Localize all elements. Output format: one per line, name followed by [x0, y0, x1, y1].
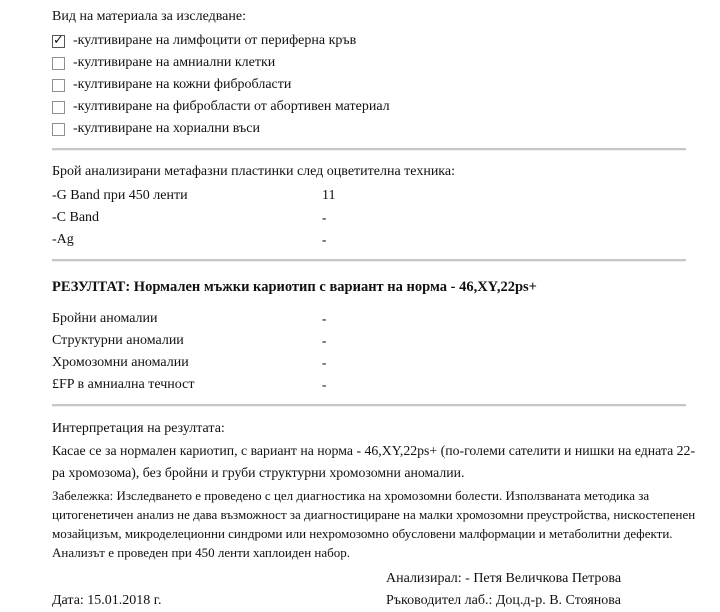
row-label: Хромозомни аномалии: [52, 355, 189, 370]
section-divider: [52, 148, 686, 151]
material-option-row: [52, 30, 686, 52]
material-option-row: [52, 118, 686, 140]
material-option-label: -култивиране на лимфоцити от периферна кръв: [73, 33, 357, 48]
material-option-label: -култивиране на амниални клетки: [73, 55, 276, 70]
metaphase-count-section: [52, 163, 686, 251]
material-option-label: -култивиране на кожни фибробласти: [73, 77, 292, 92]
checkbox-abortive-fibroblasts[interactable]: [52, 101, 65, 114]
checkbox-lymphocytes[interactable]: [52, 35, 65, 48]
material-option-row: [52, 52, 686, 74]
material-option-row: [52, 96, 686, 118]
material-option-label: -култивиране на хориални въси: [73, 121, 260, 136]
table-row: [52, 185, 686, 207]
checkbox-skin-fibroblasts[interactable]: [52, 79, 65, 92]
result-title: РЕЗУЛТАТ: Нормален мъжки кариотип с вариант на норма - 46,XY,22ps+: [52, 279, 537, 295]
result-section: [52, 277, 686, 396]
table-row: [52, 308, 686, 330]
row-label: Бройни аномалии: [52, 311, 158, 326]
row-value: -: [322, 210, 327, 225]
note-text: Забележка: Изследването е проведено с цел диагностика на хромозомни болести. Използваната методика за цитогенетичен анализ не дава възможност за диагностициране на малки хромозомни преустройства, нискостепенен мозайцизъм, микроделеционни синдроми или нехромозомно обусловени малформации и метаболитни дефекти. Анализът е проведен при 450 ленти хаплоиден набор.: [52, 488, 696, 560]
table-row: [52, 207, 686, 229]
row-value: -: [322, 311, 327, 326]
table-row: [52, 352, 686, 374]
metaphase-section-title: Брой анализирани метафазни пластинки след оцветителна техника:: [52, 164, 455, 179]
analyzed-by: Анализирал: - Петя Величкова Петрова: [386, 571, 622, 586]
table-row: [52, 374, 686, 396]
material-option-label: -култивиране на фибробласти от абортивен материал: [73, 99, 390, 114]
result-rows: [52, 308, 686, 396]
table-row: [52, 229, 686, 251]
signature-footer: [52, 569, 686, 611]
row-label: £FP в амниална течност: [52, 377, 195, 392]
lab-head: Ръководител лаб.: Доц.д-р. В. Стоянова: [386, 593, 621, 608]
row-label: -Ag: [52, 232, 74, 247]
row-value: -: [322, 355, 327, 370]
row-label: -C Band: [52, 210, 100, 225]
material-option-row: [52, 74, 686, 96]
material-type-section: [52, 8, 686, 140]
metaphase-rows: [52, 185, 686, 251]
row-value: -: [322, 333, 327, 348]
row-label: -G Band при 450 ленти: [52, 188, 188, 203]
row-value: 11: [322, 188, 336, 203]
material-type-title: Вид на материала за изследване:: [52, 9, 246, 24]
row-value: -: [322, 232, 327, 247]
table-row: [52, 330, 686, 352]
interpretation-body: Касае се за нормален кариотип, с вариант на норма - 46,XY,22ps+ (по-големи сателити и нишки на едната 22-ра хромозома), без бройни и груби структурни хромозомни аномалии.: [52, 443, 696, 480]
interpretation-section: [52, 420, 696, 483]
section-divider: [52, 259, 686, 262]
row-value: -: [322, 377, 327, 392]
report-date: Дата: 15.01.2018 г.: [52, 593, 162, 608]
material-options-list: [52, 30, 686, 140]
interpretation-title: Интерпретация на резултата:: [52, 421, 225, 436]
checkbox-amniotic-cells[interactable]: [52, 57, 65, 70]
row-label: Структурни аномалии: [52, 333, 184, 348]
section-divider: [52, 404, 686, 407]
checkbox-chorionic-villi[interactable]: [52, 123, 65, 136]
